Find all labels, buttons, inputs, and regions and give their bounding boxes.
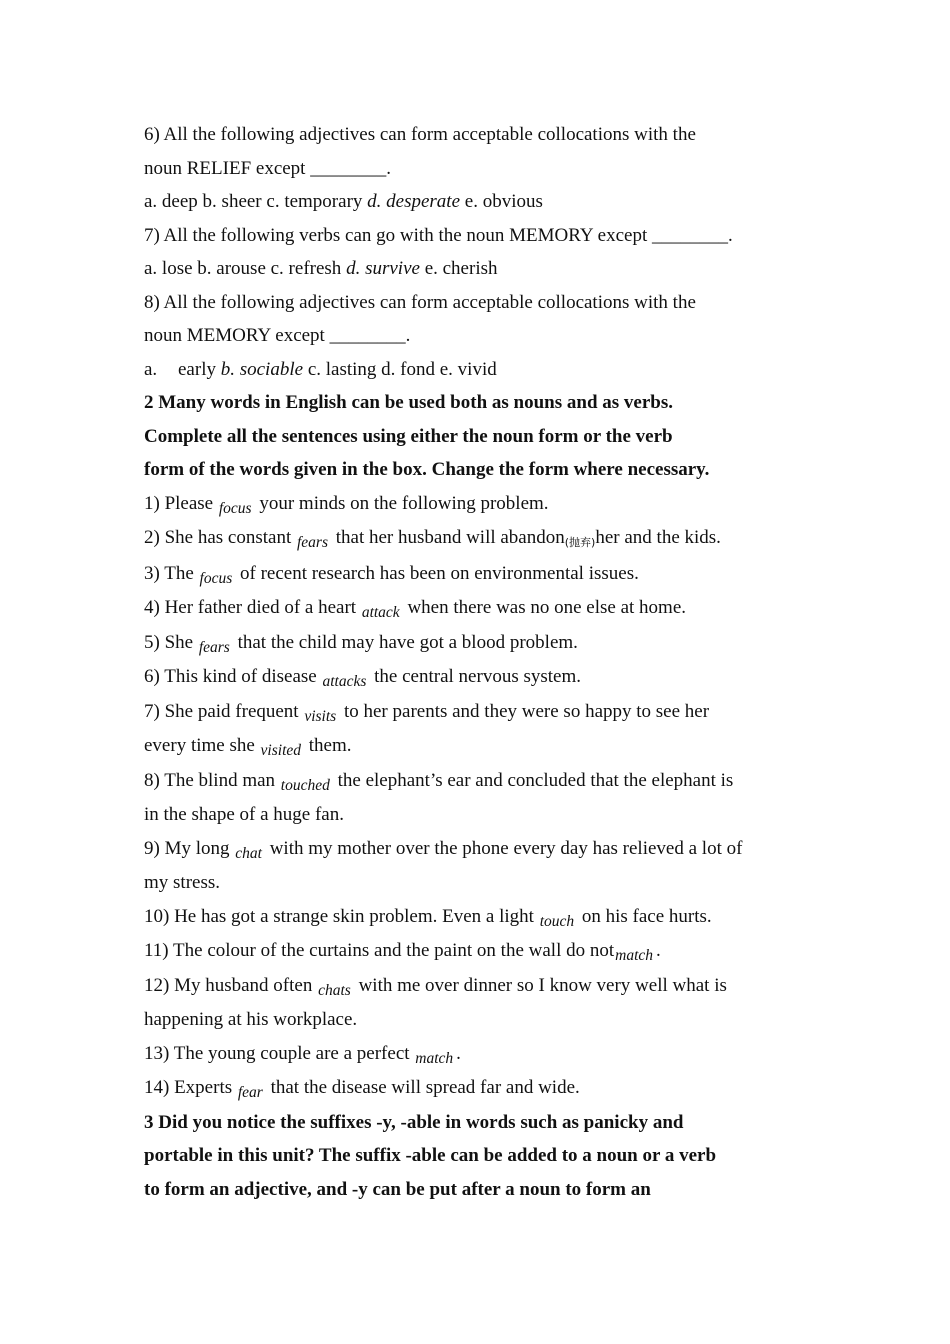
sentence-3 <box>144 557 824 592</box>
answer-word: fear <box>237 1084 263 1101</box>
sentence-13 <box>144 1037 824 1072</box>
section2-heading-line3: form of the words given in the box. Change the form where necessary. <box>144 459 710 480</box>
answer-word: visits <box>304 707 337 725</box>
sentence-text: 2) She has constant <box>144 527 296 548</box>
sentence-text: your minds on the following problem. <box>254 492 549 514</box>
sentence-12 <box>144 969 824 1004</box>
sentence-text: her and the kids. <box>595 527 721 548</box>
sentence-text: 6) This kind of disease <box>144 666 322 687</box>
q8-options <box>144 353 824 387</box>
sentence-text: 7) She paid frequent <box>144 700 304 722</box>
section3-heading-line2: portable in this unit? The suffix -able can be added to a noun or a verb <box>144 1145 717 1166</box>
answer-word: fears <box>198 638 230 656</box>
sentence-text: of recent research has been on environmental issues. <box>235 562 639 584</box>
sentence-text: on his face hurts. <box>577 905 712 927</box>
sentence-text: 1) Please <box>144 492 218 514</box>
sentence-text: them. <box>304 735 352 756</box>
chinese-gloss: (抛弃) <box>564 536 596 549</box>
sentence-12-cont: happening at his workplace. <box>144 1009 358 1030</box>
answer-word: focus <box>199 569 233 587</box>
document-page <box>144 118 824 1206</box>
sentence-text: . <box>456 1042 461 1064</box>
sentence-text: that the child may have got a blood problem. <box>232 631 578 653</box>
sentence-text: 12) My husband often <box>144 974 318 996</box>
sentence-text: that the disease will spread far and wide. <box>265 1077 580 1098</box>
section2-heading-line1: 2 Many words in English can be used both as nouns and as verbs. <box>144 392 673 413</box>
q6-option-d: d. desperate <box>367 191 461 212</box>
section2-heading-line2: Complete all the sentences using either the noun form or the verb <box>144 425 673 447</box>
sentence-10 <box>144 900 824 935</box>
sentence-2 <box>144 521 824 557</box>
q8-option-b: b. sociable <box>220 358 304 380</box>
sentence-text: . <box>656 940 661 961</box>
sentence-6 <box>144 660 824 695</box>
answer-word: focus <box>218 499 252 517</box>
sentence-text: every time she <box>144 735 260 756</box>
sentence-1 <box>144 487 824 522</box>
q6-stem-line1: 6) All the following adjectives can form acceptable collocations with the <box>144 124 696 145</box>
sentence-text: that her husband will abandon <box>330 527 565 548</box>
answer-word: chats <box>318 981 351 999</box>
sentence-text: with my mother over the phone every day has relieved a lot of <box>264 837 743 859</box>
sentence-8-cont: in the shape of a huge fan. <box>144 804 344 825</box>
answer-word: chat <box>235 844 262 862</box>
sentence-text: 9) My long <box>144 837 235 859</box>
sentence-14 <box>144 1071 824 1106</box>
answer-word: touched <box>280 776 330 794</box>
answer-word: touch <box>539 912 575 930</box>
sentence-text: 3) The <box>144 562 199 584</box>
q6-option-e: e. obvious <box>460 191 543 212</box>
q7-option-e: e. cherish <box>419 258 498 279</box>
sentence-9-cont: my stress. <box>144 872 220 893</box>
sentence-text: when there was no one else at home. <box>402 597 687 618</box>
sentence-text: the central nervous system. <box>369 666 581 687</box>
answer-word: attacks <box>322 673 367 690</box>
sentence-8 <box>144 764 824 799</box>
sentence-text: 4) Her father died of a heart <box>144 597 361 618</box>
sentence-7 <box>144 695 824 730</box>
section3-heading-line1: 3 Did you notice the suffixes -y, -able in words such as panicky and <box>144 1111 684 1133</box>
sentence-text: 8) The blind man <box>144 769 280 791</box>
sentence-text: with me over dinner so I know very well what is <box>353 974 727 996</box>
sentence-text: to her parents and they were so happy to see her <box>339 700 710 722</box>
sentence-5 <box>144 626 824 661</box>
sentence-text: the elephant’s ear and concluded that the elephant is <box>332 769 734 791</box>
q8-option-a-label: a. <box>144 358 158 380</box>
q7-stem: 7) All the following verbs can go with the noun MEMORY except ________. <box>144 224 733 246</box>
answer-word: match <box>415 1049 454 1067</box>
sentence-9 <box>144 832 824 867</box>
answer-word: match <box>615 947 654 964</box>
q8-stem-line1: 8) All the following adjectives can form acceptable collocations with the <box>144 291 696 313</box>
sentence-text: 13) The young couple are a perfect <box>144 1042 415 1064</box>
q7-option-d: d. survive <box>346 258 420 279</box>
sentence-4 <box>144 591 824 626</box>
q8-options-rest: c. lasting d. fond e. vivid <box>303 358 497 380</box>
q8-stem-line2: noun MEMORY except ________. <box>144 325 411 346</box>
sentence-11 <box>144 934 824 969</box>
sentence-text: 14) Experts <box>144 1077 237 1098</box>
sentence-text: 10) He has got a strange skin problem. Even a light <box>144 905 539 927</box>
sentence-text: 5) She <box>144 631 198 653</box>
section3-heading-line3: to form an adjective, and -y can be put after a noun to form an <box>144 1178 651 1200</box>
q7-options <box>144 252 824 286</box>
sentence-text: 11) The colour of the curtains and the paint on the wall do not <box>144 940 615 961</box>
answer-word: visited <box>260 742 302 759</box>
answer-word: fears <box>296 534 328 551</box>
answer-word: attack <box>361 604 400 621</box>
sentence-7-cont <box>144 729 824 764</box>
q6-stem-line2: noun RELIEF except ________. <box>144 157 391 179</box>
q7-options-text: a. lose b. arouse c. refresh <box>144 258 347 279</box>
q8-option-a: early <box>178 358 221 380</box>
q6-options <box>144 185 824 219</box>
q6-options-text: a. deep b. sheer c. temporary <box>144 191 368 212</box>
